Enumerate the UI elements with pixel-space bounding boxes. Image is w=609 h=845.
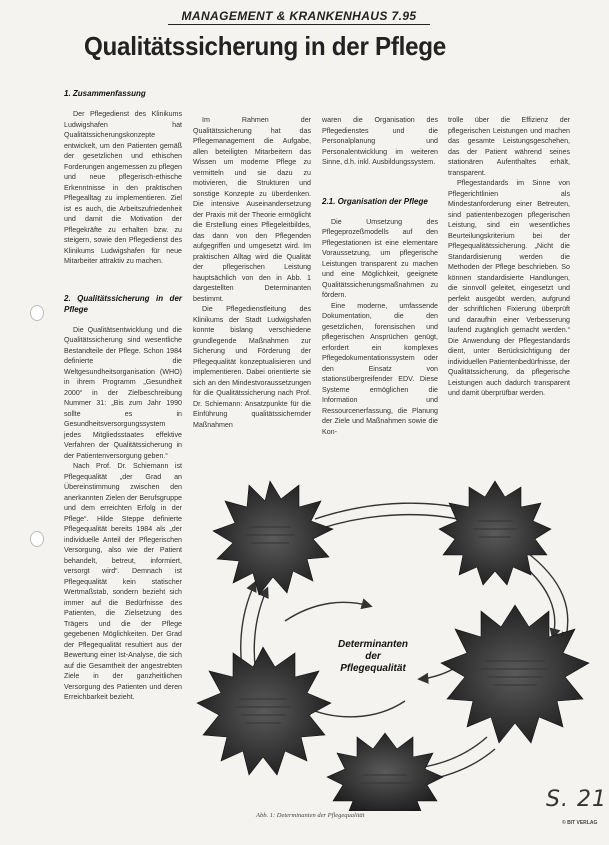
center-label [338, 639, 408, 674]
starburst-left [197, 647, 331, 775]
section-heading-organisation: 2.1. Organisation der Pflege [322, 196, 428, 206]
arrow-inner-1 [285, 602, 370, 621]
column-4 [448, 115, 570, 399]
center-label-line-3: Pflegequalität [340, 663, 406, 674]
handwritten-page-number: S. 21 [546, 787, 607, 812]
column-2 [193, 115, 311, 430]
paragraph: Eine moderne, umfassende Dokumentation, die den gesetzlichen, forensischen und pflegerischen Ansprüchen genügt, erfordert ein komplexes Pflegedokumentationssystem oder den Einsatz von stationsübergreifender EDV. Diese Systeme ermöglichen die Information und Ressourcenerfassung, die Planung der Ziele und Maßnahmen sowie die Kon- [322, 301, 438, 436]
section-heading-quality: 2. Qualitätssicherung in der Pflege [64, 293, 182, 314]
running-head: MANAGEMENT & KRANKENHAUS 7.95 [168, 9, 430, 25]
publisher-mark: © BIT VERLAG [562, 820, 598, 826]
column-3 [322, 115, 438, 437]
paragraph: Nach Prof. Dr. Schiemann ist Pflegequalität „der Grad an Übereinstimmung zwischen den anerkannten Zielen der Berufsgruppe und dem erreichten Erfolg in der Pflege“. Hilde Steppe definierte Pflegequalität bereits 1984 als „der individuelle Anteil der Pflegerischen Versorgung, also wie der Patient behandelt, betreut, informiert, versorgt wird“. Demnach ist Pflegequalität kein statischer Wertmaßstab, sondern bezieht sich immer auf die Bedürfnisse des Patienten, die Zielsetzung des Trägers und die der Pflege gegebenen Möglichkeiten. Der Grad der Pflegequalität resultiert aus der Bewertung einer Ist-Analyse, die sich auf die Gesamtheit der angestrebten Ziele in der ganzheitlichen Versorgung des Patienten und deren Erreichbarkeit bezieht. [64, 462, 182, 701]
section-heading-summary: 1. Zusammenfassung [64, 89, 146, 98]
article-title: Qualitätssicherung in der Pflege [84, 31, 446, 61]
punch-hole [30, 305, 44, 321]
center-label-line-1: Determinanten [337, 639, 409, 650]
figure-caption: Abb. 1: Determinanten der Pflegequalität [256, 812, 365, 819]
column-1 [64, 88, 182, 703]
starburst-top-left [213, 481, 333, 595]
starburst-right [441, 605, 589, 743]
starburst-bottom [327, 733, 443, 811]
paragraph: waren die Organisation des Pflegedienstes und die Personalplanung und Personalentwicklung im weiteren Sinne, d.h. inkl. Ausbildungssystem. [322, 116, 438, 166]
paragraph: trolle über die Effizienz der pflegerischen Leistungen und machen das gesamte Leistungsgeschehen, das der Patient während seines stationären Aufenthaltes erhält, transparent. [448, 116, 570, 177]
paragraph: Pflegestandards im Sinne von Pflegerichtlinien als Mindestanforderung einer Betreuten, sind patientenbezogen pflegerischen Leistung, sind ein wesentliches Beurteilungskriterium bei der Pflegequalitätssicherung. „Nicht die Standardisierung werden die Methoden der Pflege beschrieben. So können standardisierte Handlungen, die sinnvoll geleitet, eingesetzt und perfekt ausgeübt werden, aufgrund der schriftlichen Fixierung überprüft und daraufhin einer Verbesserung laufend zugänglich gemacht werden.“ Die Anwendung der Pflegestandards dient, unter Berücksichtigung der individuellen Patientenbedürfnisse, der Qualitätssicherung, da pflegerische Leistungen auch dadurch transparent und damit überprüfbar werden. [448, 179, 570, 397]
determinants-diagram [195, 471, 601, 811]
punch-hole [30, 531, 44, 547]
paragraph: Im Rahmen der Qualitätssicherung hat das Pflegemanagement die Aufgabe, allen beteiligten Mitarbeitern das Wissen um moderne Pflege zu vermitteln und sie dazu zu motivieren, die Strukturen und sonstige Konzepte zu überdenken. Die intensive Auseinandersetzung der Praxis mit der Theorie ermöglicht die Erstellung eines Pflegeleitbildes, das dann von den Pflegenden aufgegriffen und umgesetzt wird. Im praktischen Alltag wird die Qualität der pflegerischen Leistung hauptsächlich von den in Abb. 1 dargestellten Determinanten bestimmt. [193, 116, 311, 303]
paragraph: Die Qualitätsentwicklung und die Qualitätssicherung sind wesentliche Bestandteile der Pflege. Schon 1984 definierte die Weltgesundheitsorganisation (WHO) in ihrem Programm „Gesundheit 2000“ in der Zielbeschreibung Nummer 31: „Bis zum Jahr 1990 sollte es in Gesundheitsversorgungssystem jedes Mitgliedsstaates effektive Verfahren der Qualitätssicherung in der Patientenversorgung geben.“ [64, 325, 182, 460]
center-label-line-2: der [365, 651, 381, 662]
paragraph: Die Umsetzung des Pflegeprozeßmodells auf den Pflegestationen ist eine elementare Voraussetzung, um pflegerische Leistungen transparent zu machen und eine Möglichkeit, geeignete Qualitätssicherungsmaßnahmen zu fördern. [322, 217, 438, 299]
determinants-figure [195, 471, 601, 811]
paragraph: Der Pflegedienst des Klinikums Ludwigshafen hat Qualitätssicherungskonzepte entwickelt, um den Patienten gemäß der gesetzlichen und ethischen Forderungen angemessen zu pflegen und neue pflegerisch-ethische Erkenntnisse in den praktischen Pflegealltag zu implementieren. Ziel ist es auch, die Arbeitszufriedenheit und damit die Motivation der Pflegekräfte zu erhalten bzw. zu steigern, sowie den Pflegedienst des Klinikums Ludwigshafen für neue Mitarbeiter attraktiv zu machen. [64, 110, 182, 265]
paragraph: Die Pflegedienstleitung des Klinikums der Stadt Ludwigshafen konnte bislang verschiedene grundlegende Maßnahmen zur Sicherung und Förderung der Pflegequalität konzeptualisieren und implementieren. Dabei orientierte sie sich an den Mindestvoraussetzungen für die Qualitätssicherung nach Prof. Dr. Schiemann: Ansatzpunkte für die Einführung qualitätssichernder Maßnahmen [193, 305, 311, 429]
starburst-top-right [439, 481, 551, 585]
